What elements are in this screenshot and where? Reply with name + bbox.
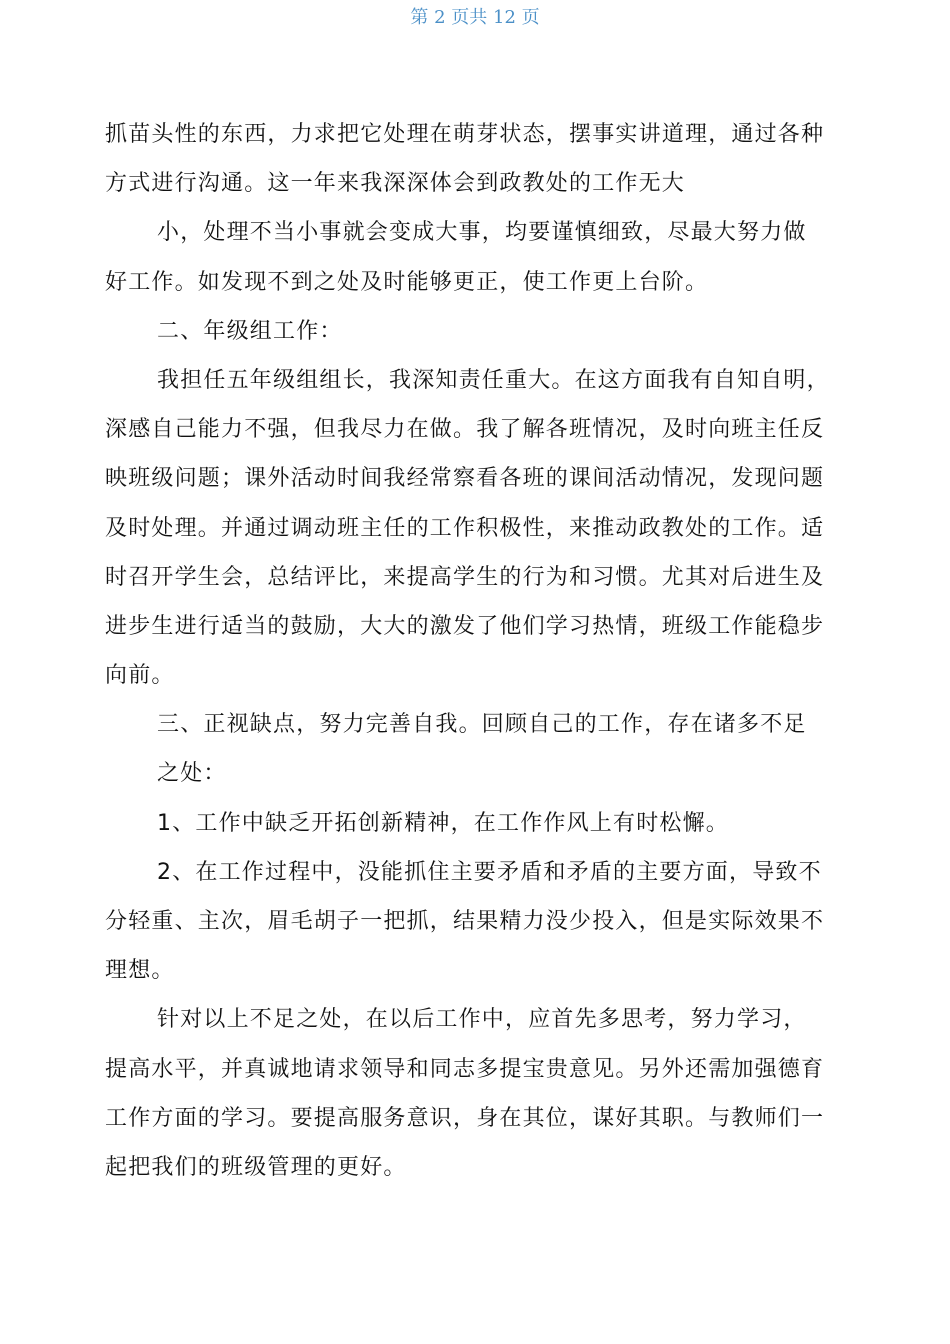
text-line: 理想。 (105, 958, 175, 984)
text-line: 工作方面的学习。要提高服务意识，身在其位，谋好其职。与教师们一 (105, 1105, 825, 1131)
text-line: 之处： (157, 761, 227, 787)
list-item: 1、工作中缺乏开拓创新精神，在工作作风上有时松懈。 (157, 810, 729, 836)
text-line: 向前。 (105, 663, 175, 689)
text-line: 好工作。如发现不到之处及时能够更正，使工作更上台阶。 (105, 269, 709, 295)
text-line: 方式进行沟通。这一年来我深深体会到政教处的工作无大 (105, 171, 686, 197)
text-line: 时召开学生会，总结评比，来提高学生的行为和习惯。尤其对后进生及 (105, 564, 825, 590)
list-item: 2、在工作过程中，没能抓住主要矛盾和矛盾的主要方面，导致不 (157, 859, 822, 885)
text-line: 映班级问题；课外活动时间我经常察看各班的课间活动情况，发现问题 (105, 466, 825, 492)
text-line: 起把我们的班级管理的更好。 (105, 1154, 407, 1180)
text-line: 提高水平，并真诚地请求领导和同志多提宝贵意见。另外还需加强德育 (105, 1056, 825, 1082)
text-line: 我担任五年级组组长，我深知责任重大。在这方面我有自知自明， (157, 367, 830, 393)
text-line: 分轻重、主次，眉毛胡子一把抓，结果精力没少投入，但是实际效果不 (105, 909, 825, 934)
section-heading: 二、年级组工作： (157, 318, 343, 344)
text-line: 及时处理。并通过调动班主任的工作积极性，来推动政教处的工作。适 (105, 515, 825, 541)
text-line: 小，处理不当小事就会变成大事，均要谨慎细致，尽最大努力做 (157, 220, 807, 246)
text-line: 针对以上不足之处，在以后工作中，应首先多思考，努力学习， (157, 1007, 807, 1033)
text-line: 深感自己能力不强，但我尽力在做。我了解各班情况，及时向班主任反 (105, 417, 825, 443)
text-line: 进步生进行适当的鼓励，大大的激发了他们学习热情，班级工作能稳步 (105, 613, 825, 639)
section-heading: 三、正视缺点，努力完善自我。回顾自己的工作，存在诸多不足 (157, 712, 807, 738)
page-indicator: 第 2 页共 12 页 (410, 7, 540, 28)
text-line: 抓苗头性的东西，力求把它处理在萌芽状态，摆事实讲道理，通过各种 (105, 122, 825, 147)
document-body (105, 110, 845, 1192)
